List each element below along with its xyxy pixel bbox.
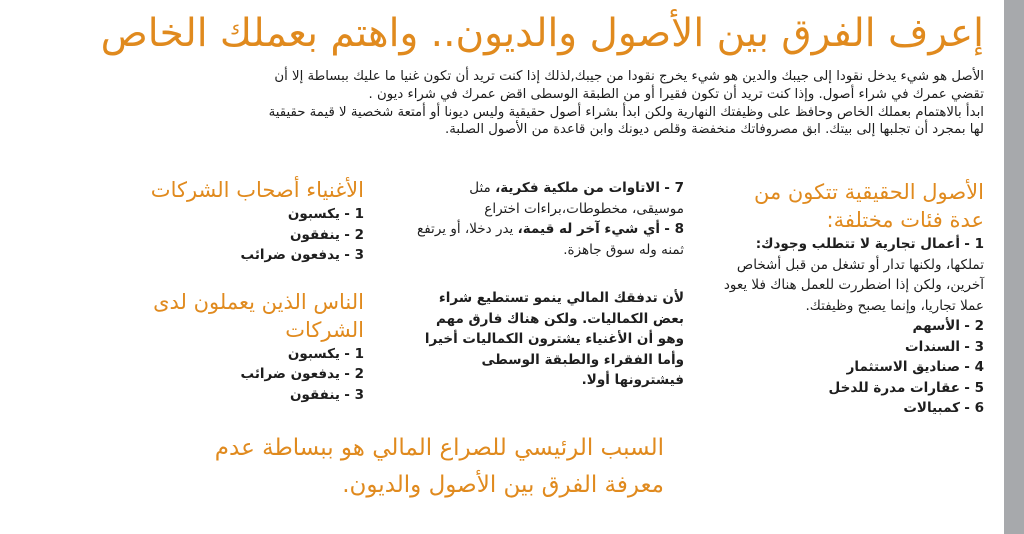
list-item	[69, 385, 364, 406]
item-text: السندات	[905, 338, 960, 355]
groups-column	[69, 176, 364, 405]
item-number: 3 -	[964, 338, 984, 355]
owners-list	[69, 204, 364, 266]
item-text: يدفعون ضرائب	[240, 366, 340, 382]
item-number: 1 -	[964, 236, 984, 252]
employees-list	[69, 344, 364, 406]
item-text: كمبيالات	[903, 400, 960, 416]
list-item	[414, 219, 684, 260]
item-number: 4 -	[964, 359, 984, 375]
item-number: 5 -	[964, 379, 984, 396]
list-item	[69, 344, 364, 365]
item-number: 1 -	[344, 206, 364, 222]
item-number: 8 -	[664, 221, 684, 237]
owners-heading: الأغنياء أصحاب الشركات	[150, 178, 364, 202]
item-text: ينفقون	[289, 386, 340, 403]
item-text: الاتاوات من ملكية فكرية،	[495, 180, 660, 196]
conclusion-text	[64, 430, 664, 504]
list-item	[719, 357, 984, 378]
luxuries-paragraph: لأن تدفقك المالي ينمو تستطيع شراء بعض الكماليات. ولكن هناك فارق مهم وهو أن الأغنياء يشترون الكماليات أخيرا وأما الفقراء والطبقة الوسطى فيشترونها أولا.	[424, 290, 684, 388]
intro-line: الأصل هو شيء يدخل نقودا إلى جيبك والدين هو شيء يخرج نقودا من جيبك,لذلك إذا كنت تريد أن تكون غنيا ما عليك ببساطة إلا أن	[274, 69, 984, 84]
item-text: صناديق الاستثمار	[846, 359, 960, 375]
item-text: أعمال تجارية لا تتطلب وجودك:	[755, 236, 960, 252]
item-number: 2 -	[964, 318, 984, 334]
list-item	[719, 316, 984, 337]
item-number: 3 -	[344, 386, 364, 403]
item-number: 3 -	[344, 247, 364, 263]
intro-paragraph	[24, 68, 984, 139]
item-number: 2 -	[344, 366, 364, 382]
list-item	[69, 245, 364, 266]
item-text: أي شيء آخر له قيمة،	[517, 221, 660, 237]
item-text: يكسبون	[287, 345, 340, 362]
assets-list	[719, 234, 984, 419]
conclusion-line: السبب الرئيسي للصراع المالي هو ببساطة عدم	[214, 435, 664, 461]
conclusion-line: معرفة الفرق بين الأصول والديون.	[342, 472, 664, 498]
middle-list	[414, 178, 684, 260]
item-number: 6 -	[964, 400, 984, 416]
item-text: يدفعون ضرائب	[240, 247, 340, 263]
intro-line: ابدأ بالاهتمام بعملك الخاص وحافظ على وظيفتك النهارية ولكن ابدأ بشراء أصول حقيقية وليس ديونا أو أمتعة شخصية لا قيمة حقيقية	[268, 104, 984, 120]
assets-heading: الأصول الحقيقية تتكون من عدة فئات مختلفة:	[753, 180, 984, 232]
list-item	[69, 364, 364, 385]
employees-heading: الناس الذين يعملون لدى الشركات	[153, 289, 364, 342]
item-text: الأسهم	[912, 318, 960, 334]
item-text: يكسبون	[287, 206, 340, 222]
item-detail: يدر دخلا، أو يرتفع ثمنه وله سوق جاهزة.	[417, 221, 684, 258]
middle-column	[414, 178, 684, 391]
item-detail: مثل موسيقى، مخطوطات،براءات اختراع	[469, 180, 684, 217]
item-number: 7 -	[664, 180, 684, 196]
intro-line: تقضي عمرك في شراء أصول. وإذا كنت تريد أن تكون فقيرا أو من الطبقة الوسطى اقض عمرك في شراء ديون .	[368, 86, 984, 102]
list-item	[719, 378, 984, 399]
list-item	[719, 234, 984, 316]
list-item	[69, 225, 364, 246]
list-item	[69, 204, 364, 225]
list-item	[719, 337, 984, 358]
item-number: 2 -	[344, 226, 364, 243]
item-detail: تملكها، ولكنها تدار أو تشغل من قبل أشخاص آخرين، ولكن إذا اضطررت للعمل هناك فلا يعود عملا تجاريا، وإنما يصبح وظيفتك.	[723, 256, 984, 314]
list-item	[719, 398, 984, 419]
assets-column	[719, 178, 984, 419]
list-item	[414, 178, 684, 219]
page-title: إعرف الفرق بين الأصول والديون.. واهتم بعملك الخاص	[100, 11, 984, 56]
page-edge-bar	[1004, 0, 1024, 534]
item-text: عقارات مدرة للدخل	[828, 379, 960, 396]
item-number: 1 -	[344, 345, 364, 362]
intro-line: لها بمجرد أن تجلبها إلى بيتك. ابق مصروفاتك منخفضة وقلص ديونك وابن قاعدة من الأصول الصلبة.	[445, 122, 984, 138]
item-text: ينفقون	[289, 226, 340, 243]
